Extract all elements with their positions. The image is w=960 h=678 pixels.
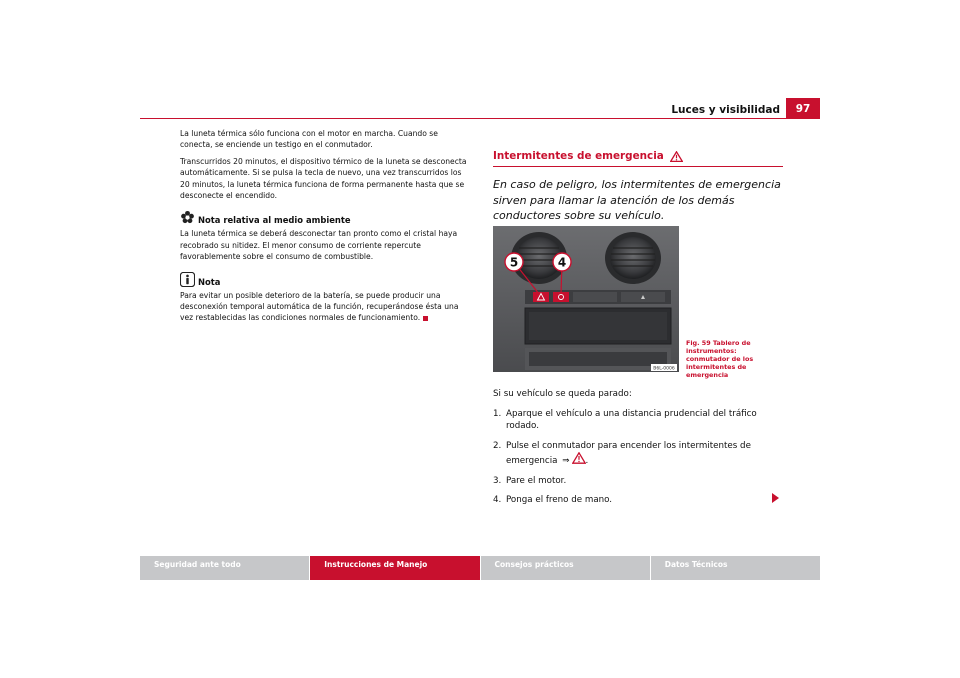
step-text: Pulse el conmutador para encender los intermitentes de emergencia ⇒ . <box>506 440 751 466</box>
running-header-title: Luces y visibilidad <box>671 104 780 116</box>
step-number: 3. <box>493 475 502 486</box>
procedure-steps <box>493 388 783 514</box>
list-item <box>493 475 783 488</box>
header-rule <box>140 118 820 119</box>
step-number: 4. <box>493 495 502 505</box>
right-air-vent <box>605 232 661 284</box>
environment-note-heading <box>180 210 472 225</box>
section-intro: En caso de peligro, los intermitentes de emergencia sirven para llamar la atención de los demás conductores sobre su vehículo. <box>493 178 781 222</box>
step-text: Pare el motor. <box>506 475 567 486</box>
section-heading <box>493 150 783 167</box>
right-column <box>493 150 783 224</box>
note-text-body: Para evitar un posible deterioro de la batería, se puede producir una desconexión temporal automática de la función, recuperándose ésta una vez restablecidas las condiciones normales de funcionamiento. <box>180 290 459 323</box>
steps-intro: Si su vehículo se queda parado: <box>493 389 632 399</box>
continue-arrow-icon <box>772 493 779 503</box>
tab-consejos[interactable]: Consejos prácticos <box>481 556 650 580</box>
step-number: 2. <box>493 440 502 451</box>
section-title: Intermitentes de emergencia <box>493 150 664 162</box>
tab-instrucciones[interactable]: Instrucciones de Manejo <box>310 556 479 580</box>
page-number: 97 <box>786 98 820 118</box>
environment-note-title: Nota relativa al medio ambiente <box>198 215 351 226</box>
callout-5-label: 5 <box>509 255 519 270</box>
warning-triangle-icon <box>670 151 683 162</box>
step-text-body: Pulse el conmutador para encender los intermitentes de emergencia <box>506 440 751 466</box>
callout-4-label: 4 <box>557 255 567 270</box>
note-text <box>180 290 472 324</box>
step-text: Aparque el vehículo a una distancia prudencial del tráfico rodado. <box>506 408 757 431</box>
dashboard-figure <box>493 226 679 372</box>
flower-icon <box>180 210 195 225</box>
info-icon <box>180 272 195 287</box>
list-item <box>493 408 783 433</box>
step-text: Ponga el freno de mano. <box>506 495 613 505</box>
tab-seguridad[interactable]: Seguridad ante todo <box>140 556 309 580</box>
paragraph-rear-window-1: La luneta térmica sólo funciona con el motor en marcha. Cuando se conecta, se enciende un testigo en el conmutador. <box>180 129 438 150</box>
paragraph-rear-window-2: Transcurridos 20 minutos, el dispositivo térmico de la luneta se desconecta automáticamente. Si se pulsa la tecla de nuevo, una vez transcurridos los 20 minutos, la luneta térmica funciona de forma permanente hasta que se desconecte el encendido. <box>180 156 467 201</box>
warning-triangle-icon <box>572 452 586 464</box>
tab-datos[interactable]: Datos Técnicos <box>651 556 820 580</box>
step-number: 1. <box>493 408 502 419</box>
footer-nav <box>140 556 820 580</box>
note-heading <box>180 272 472 287</box>
note-title: Nota <box>198 276 221 287</box>
list-item <box>493 494 783 507</box>
figure-code: B6L-0006 <box>653 366 675 372</box>
section-end-marker <box>423 316 428 321</box>
cross-reference-arrow: ⇒ <box>562 456 570 466</box>
list-item <box>493 440 783 468</box>
figure-caption: Fig. 59 Tablero de instrumentos: conmutador de los intermitentes de emergencia <box>686 339 754 379</box>
left-column <box>180 128 472 329</box>
environment-note-text: La luneta térmica se deberá desconectar tan pronto como el cristal haya recobrado su nitidez. El menor consumo de corriente repercute favorablemente sobre el consumo de combustible. <box>180 229 458 262</box>
